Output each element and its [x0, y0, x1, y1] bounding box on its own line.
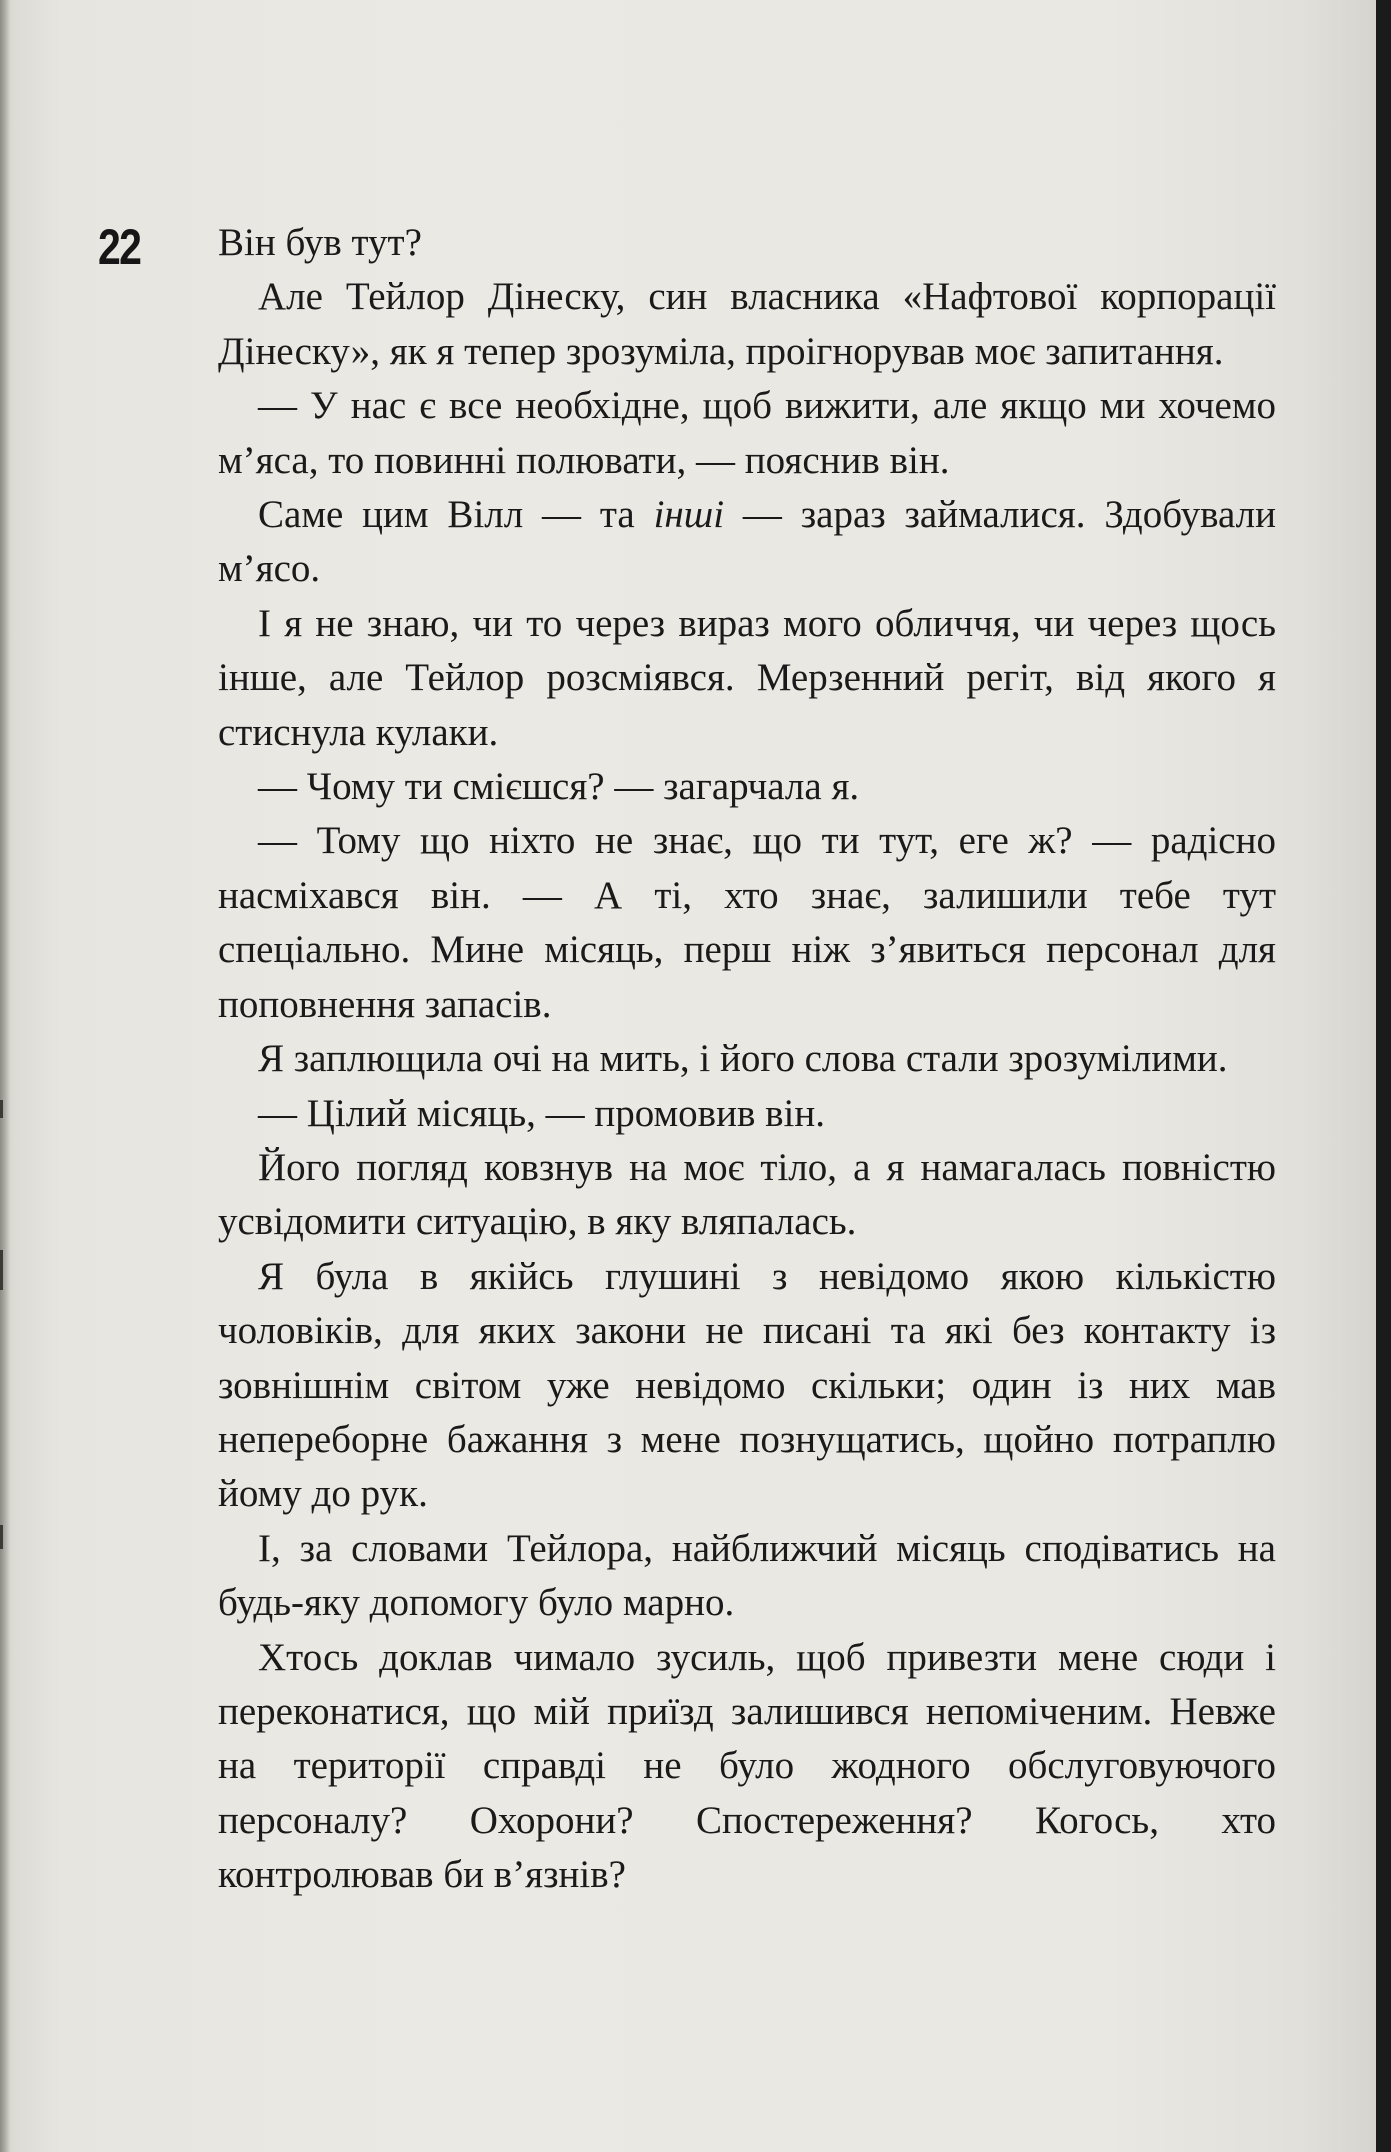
paragraph: Він був тут? [218, 221, 422, 264]
gutter-mark [0, 1250, 3, 1290]
paragraph-text: — зараз займалися. Здобували м’ясо. [218, 493, 1276, 591]
emphasis-text: інші [653, 493, 725, 537]
gutter-mark [0, 1525, 3, 1549]
paragraph: Я заплющила очі на мить, і його слова стали зрозумілими. [258, 1037, 1228, 1081]
paragraph: Я була в якійсь глушині з невідомо якою кількістю чоловіків, для яких закони не писані та які без контакту із зовнішнім світом уже невідомо скільки; один із них мав непереборне бажання з мене познущатись, щойно потраплю йому до рук. [218, 1254, 1276, 1516]
paragraph-text: Саме цим Вілл — та [258, 493, 654, 537]
paragraph: Його погляд ковзнув на моє тіло, а я намагалась повністю усвідомити ситуацію, в яку вляпалась. [218, 1145, 1276, 1244]
paragraph: — Цілий місяць, — промовив він. [258, 1091, 826, 1135]
page-number: 22 [98, 219, 141, 275]
paragraph: І, за словами Тейлора, найближчий місяць сподіватись на будь-яку допомогу було марно. [218, 1526, 1276, 1625]
paragraph: Хтось доклав чимало зусиль, щоб привезти мене сюди і переконатися, що мій приїзд залишився непоміченим. Невже на території справді не було жодного обслуговуючого персоналу? Охорони? Спостереження? Когось, хто контролював би в’язнів? [218, 1635, 1276, 1897]
paragraph: — Чому ти смієшся? — загарчала я. [258, 765, 860, 809]
paragraph: — Тому що ніхто не знає, що ти тут, еге ж? — радісно насміхався він. — А ті, хто знає, залишили тебе тут спеціально. Мине місяць, перш ніж з’явиться персонал для поповнення запасів. [218, 819, 1276, 1026]
page-gutter-shadow [0, 0, 10, 2152]
gutter-mark [0, 1100, 3, 1118]
paragraph: — У нас є все необхідне, щоб вижити, але якщо ми хочемо м’яса, то повинні полювати, — пояснив він. [218, 384, 1276, 482]
body-text [218, 216, 1276, 1903]
paragraph: І я не знаю, чи то через вираз мого обличчя, чи через щось інше, але Тейлор розсміявся. Мерзенний регіт, від якого я стиснула кулаки. [218, 601, 1276, 754]
paragraph [218, 488, 1276, 597]
paragraph: Але Тейлор Дінеску, син власника «Нафтової корпорації Дінеску», як я тепер зрозуміла, проігнорував моє запитання. [218, 275, 1276, 373]
